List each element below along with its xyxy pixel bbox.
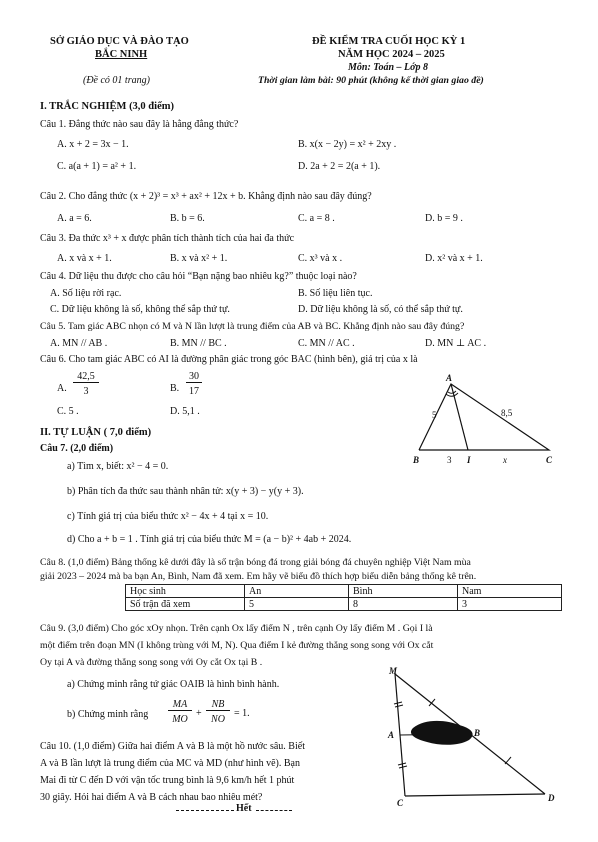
question-9-fraction-2-numerator: NB bbox=[206, 699, 230, 711]
table-cell: 5 bbox=[245, 598, 349, 611]
figure6-label-a: A bbox=[446, 373, 453, 383]
question-6-option-a-numerator: 42,5 bbox=[73, 371, 99, 383]
footer-dash-right bbox=[256, 810, 292, 811]
question-10-line-1: Câu 10. (1,0 điểm) Giữa hai điểm A và B là một hồ nước sâu. Biết bbox=[40, 741, 305, 752]
question-1-option-c: C. a(a + 1) = a² + 1. bbox=[57, 161, 137, 172]
table-header-cell: Nam bbox=[458, 585, 562, 598]
header-subject: Môn: Toán – Lớp 8 bbox=[348, 62, 429, 73]
figure10-label-c: C bbox=[397, 798, 404, 808]
question-8-line-2: giải 2023 – 2024 mà ba bạn An, Bình, Nam đã xem. Em hãy vẽ biểu đồ thích hợp biểu diễn bảng thống kê trên. bbox=[40, 571, 477, 582]
figure10-label-d: D bbox=[548, 793, 555, 803]
tick-mark bbox=[505, 757, 511, 764]
table-cell: 8 bbox=[349, 598, 458, 611]
table-cell: Số trận đã xem bbox=[126, 598, 245, 611]
figure10-label-m: M bbox=[389, 666, 398, 676]
question-9-line-3: Oy tại A và đường thẳng song song với Oy cắt Ox tại B . bbox=[40, 657, 263, 668]
table-header-row bbox=[126, 585, 562, 598]
figure6-label-bi: 3 bbox=[447, 455, 452, 465]
question-6-option-b-label: B. bbox=[170, 383, 180, 394]
question-3-option-c: C. x³ và x . bbox=[298, 253, 343, 264]
header-time: Thời gian làm bài: 90 phút (không kể thời gian giao đề) bbox=[258, 75, 484, 86]
question-2-option-c: C. a = 8 . bbox=[298, 213, 335, 224]
triangle-figure bbox=[405, 372, 565, 472]
figure6-label-c: C bbox=[546, 455, 553, 465]
question-9-fraction-1-numerator: MA bbox=[168, 699, 192, 711]
question-3-option-a: A. x và x + 1. bbox=[57, 253, 112, 264]
question-6-option-c: C. 5 . bbox=[57, 406, 79, 417]
question-6-option-a-label: A. bbox=[57, 383, 67, 394]
question-4-option-b: B. Số liệu liên tục. bbox=[298, 288, 373, 299]
question-9-line-1: Câu 9. (3,0 điểm) Cho góc xOy nhọn. Trên cạnh Ox lấy điểm N , trên cạnh Oy lấy điểm M . Gọi I là bbox=[40, 623, 433, 634]
question-8-line-1: Câu 8. (1,0 điểm) Bảng thống kê dưới đây là số trận bóng đá trong giải bóng đá chuyên nghiệp Việt Nam mùa bbox=[40, 557, 471, 568]
question-4-option-a: A. Số liệu rời rạc. bbox=[50, 288, 122, 299]
question-9-equals: = 1. bbox=[234, 708, 250, 719]
question-10-line-3: Mai đi từ C đến D với vận tốc trung bình là 9,6 km/h hết 1 phút bbox=[40, 775, 295, 786]
figure10-label-a: A bbox=[388, 730, 395, 740]
footer-dash-left bbox=[176, 810, 234, 811]
segment-cd bbox=[405, 794, 545, 796]
question-4-stem: Câu 4. Dữ liệu thu được cho câu hỏi “Bạn nặng bao nhiêu kg?” thuộc loại nào? bbox=[40, 271, 357, 282]
question-3-option-b: B. x và x² + 1. bbox=[170, 253, 228, 264]
question-1-option-d: D. 2a + 2 = 2(a + 1). bbox=[298, 161, 381, 172]
question-6-option-d: D. 5,1 . bbox=[170, 406, 200, 417]
table-row bbox=[126, 598, 562, 611]
question-9-plus: + bbox=[196, 708, 202, 719]
figure6-label-ab: 5 bbox=[432, 410, 437, 420]
header-exam-title: ĐỀ KIỂM TRA CUỐI HỌC KỲ 1 bbox=[312, 36, 466, 47]
table-header-cell: An bbox=[245, 585, 349, 598]
question-2-option-a: A. a = 6. bbox=[57, 213, 92, 224]
header-department: SỞ GIÁO DỤC VÀ ĐÀO TẠO bbox=[50, 36, 189, 47]
question-2-option-b: B. b = 6. bbox=[170, 213, 205, 224]
question-1-option-b: B. x(x − 2y) = x² + 2xy . bbox=[298, 139, 397, 150]
question-6-option-b-numerator: 30 bbox=[186, 371, 202, 383]
figure6-label-ic: x bbox=[503, 455, 507, 465]
question-2-stem: Câu 2. Cho đẳng thức (x + 2)³ = x³ + ax² + 12x + b. Khẳng định nào sau đây đúng? bbox=[40, 191, 372, 202]
triangle-abc bbox=[419, 384, 549, 450]
figure6-label-i: I bbox=[467, 455, 471, 465]
footer-end: Hết bbox=[236, 803, 252, 814]
table-header-cell: Bình bbox=[349, 585, 458, 598]
question-3-option-d: D. x² và x + 1. bbox=[425, 253, 483, 264]
question-1-option-a: A. x + 2 = 3x − 1. bbox=[57, 139, 129, 150]
question-6-option-a-denominator: 3 bbox=[83, 386, 89, 397]
question-5-stem: Câu 5. Tam giác ABC nhọn có M và N lần lượt là trung điểm của AB và BC. Khẳng định nào sau đây đúng? bbox=[40, 321, 465, 332]
question-7-title: Câu 7. (2,0 điểm) bbox=[40, 443, 114, 454]
table-header-cell: Học sinh bbox=[126, 585, 245, 598]
header-school-year: NĂM HỌC 2024 – 2025 bbox=[338, 49, 445, 60]
question-3-stem: Câu 3. Đa thức x³ + x được phân tích thành tích của hai đa thức bbox=[40, 233, 295, 244]
question-7-part-b: b) Phân tích đa thức sau thành nhân tử: x(y + 3) − y(y + 3). bbox=[67, 486, 304, 497]
question-9-part-a: a) Chứng minh rằng tứ giác OAIB là hình bình hành. bbox=[67, 679, 280, 690]
question-5-option-d: D. MN ⊥ AC . bbox=[425, 338, 487, 349]
question-7-part-a: a) Tìm x, biết: x² − 4 = 0. bbox=[67, 461, 169, 472]
lake-shape bbox=[411, 721, 473, 745]
header-province: BẮC NINH bbox=[95, 49, 148, 60]
section-essay-title: II. TỰ LUẬN ( 7,0 điểm) bbox=[40, 427, 152, 438]
question-6-stem: Câu 6. Cho tam giác ABC có AI là đường phân giác trong góc BAC (hình bên), giá trị của x là bbox=[40, 354, 418, 365]
question-9-part-b-prefix: b) Chứng minh rằng bbox=[67, 709, 149, 720]
question-6-option-b-denominator: 17 bbox=[189, 386, 199, 397]
figure6-label-ac: 8,5 bbox=[501, 408, 513, 418]
question-9-line-2: một điểm trên đoạn MN (I không trùng với M, N). Qua điểm I kẻ đường thẳng song song với Ox cắt bbox=[40, 640, 434, 651]
question-2-option-d: D. b = 9 . bbox=[425, 213, 463, 224]
question-7-part-d: d) Cho a + b = 1 . Tính giá trị của biểu thức M = (a − b)² + 4ab + 2024. bbox=[67, 534, 352, 545]
angle-mark-2 bbox=[448, 391, 456, 393]
question-4-option-d: D. Dữ liệu không là số, có thể sắp thứ tự. bbox=[298, 304, 463, 315]
table-cell: 3 bbox=[458, 598, 562, 611]
header-page-note: (Đề có 01 trang) bbox=[83, 75, 150, 86]
question-7-part-c: c) Tính giá trị của biểu thức x² − 4x + 4 tại x = 10. bbox=[67, 511, 269, 522]
figure10-label-b: B bbox=[474, 728, 481, 738]
tick-mark bbox=[394, 702, 403, 707]
question-10-line-2: A và B lần lượt là trung điểm của MC và MD (như hình vẽ). Bạn bbox=[40, 758, 300, 769]
question-9-fraction-2-denominator: NO bbox=[211, 714, 225, 725]
question-4-option-c: C. Dữ liệu không là số, không thể sắp thứ tự. bbox=[50, 304, 230, 315]
question-5-option-b: B. MN // BC . bbox=[170, 338, 227, 349]
section-multiple-choice-title: I. TRẮC NGHIỆM (3,0 điểm) bbox=[40, 101, 174, 112]
question-5-option-a: A. MN // AB . bbox=[50, 338, 108, 349]
figure6-label-b: B bbox=[413, 455, 420, 465]
statistics-table bbox=[125, 584, 562, 611]
question-5-option-c: C. MN // AC . bbox=[298, 338, 355, 349]
question-10-line-4: 30 giây. Hỏi hai điểm A và B cách nhau bao nhiêu mét? bbox=[40, 792, 263, 803]
question-1-stem: Câu 1. Đẳng thức nào sau đây là hằng đẳng thức? bbox=[40, 119, 239, 130]
question-9-fraction-1-denominator: MO bbox=[172, 714, 188, 725]
